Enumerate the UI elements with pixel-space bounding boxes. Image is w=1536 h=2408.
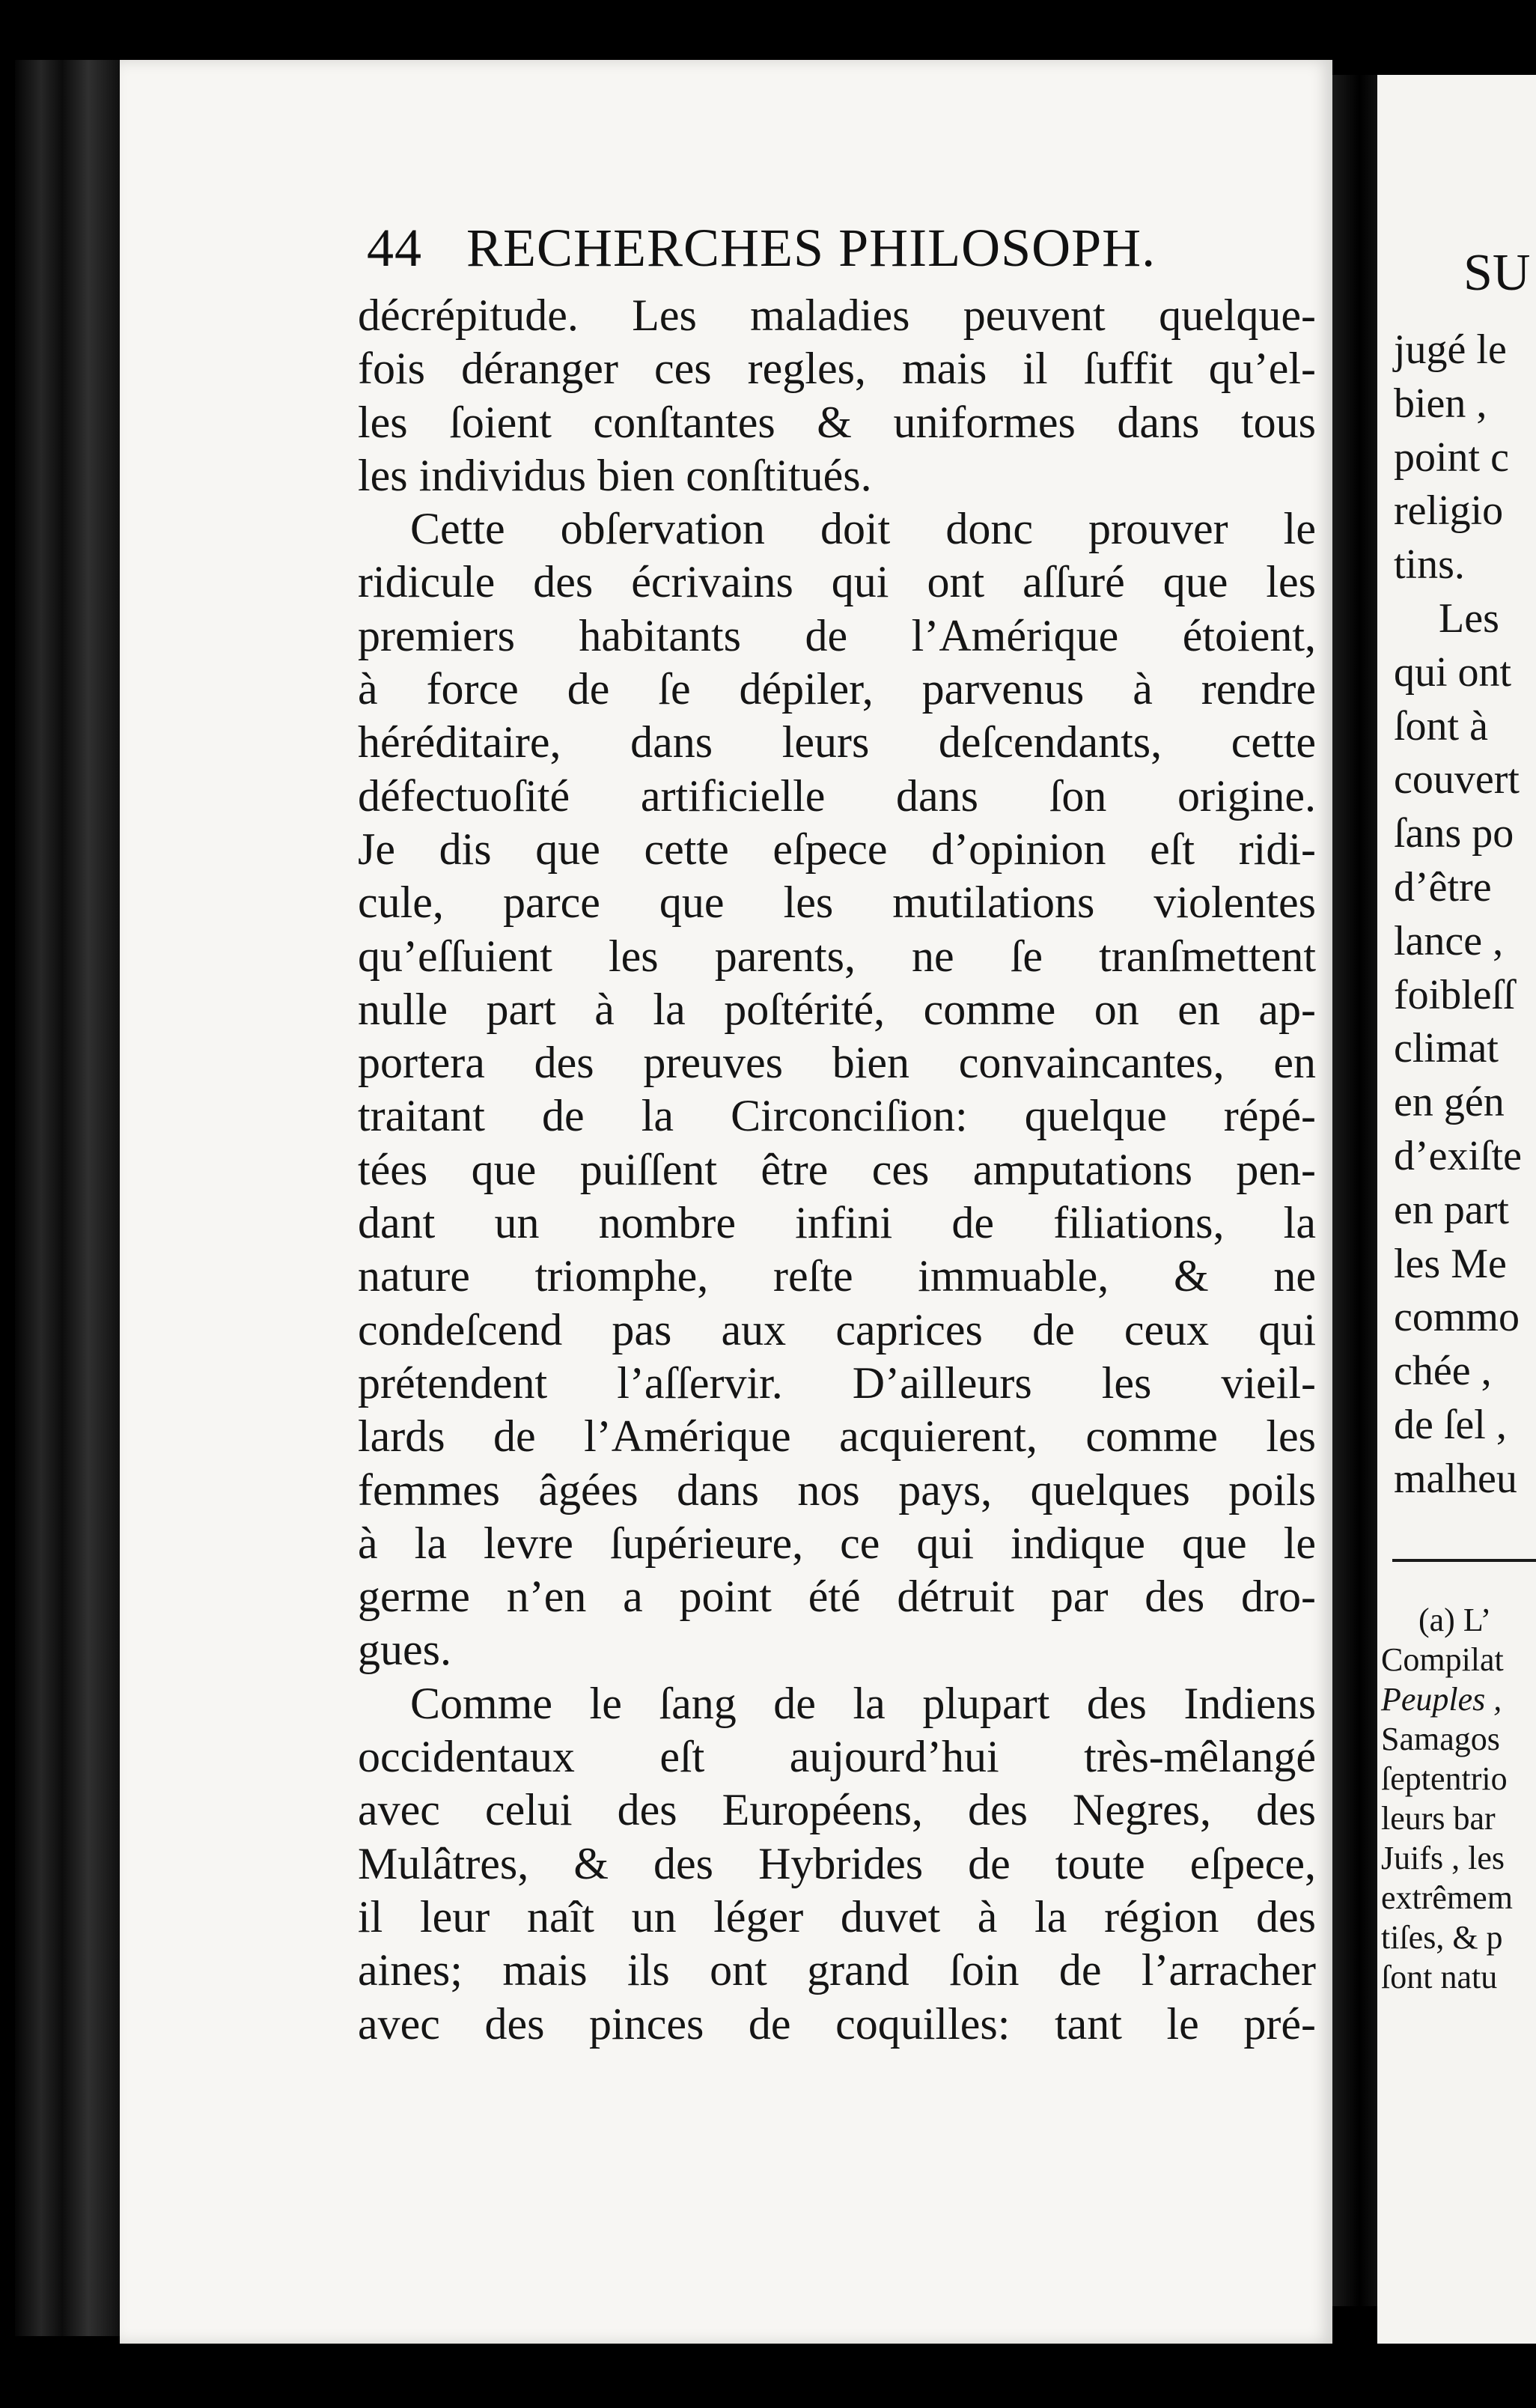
- text-line: Mulâtres, & des Hybrides de toute eſpece,: [358, 1838, 1316, 1888]
- text-line: traitant de la Circonciſion: quelque répé-: [358, 1091, 1316, 1141]
- text-line: religio: [1394, 487, 1504, 535]
- text-line: tées que puiſſent être ces amputations pen-: [358, 1144, 1316, 1194]
- text-line: commo: [1394, 1294, 1520, 1341]
- text-line: qu’eſſuient les parents, ne ſe tranſmettent: [358, 931, 1316, 981]
- text-line: il leur naît un léger duvet à la région des: [358, 1891, 1316, 1942]
- text-line: ſont à: [1394, 702, 1488, 750]
- text-line: germe n’en a point été détruit par des dro-: [358, 1572, 1316, 1622]
- right-running-head: SU: [1463, 244, 1531, 302]
- footnote-line: extrêmem: [1381, 1879, 1513, 1916]
- text-line: les ſoient conſtantes & uniformes dans tous: [358, 397, 1316, 447]
- text-line: nature triomphe, reſte immuable, & ne: [358, 1251, 1316, 1301]
- text-line: d’exiſte: [1394, 1132, 1523, 1179]
- text-line: à force de ſe dépiler, parvenus à rendre: [358, 664, 1316, 714]
- text-line: jugé le: [1394, 326, 1507, 373]
- text-line: Comme le ſang de la plupart des Indiens: [410, 1678, 1316, 1728]
- text-line: les individus bien conſtitués.: [358, 450, 872, 500]
- footnote-line: (a) L’: [1418, 1602, 1492, 1638]
- text-line: aines; mais ils ont grand ſoin de l’arracher: [358, 1945, 1316, 1995]
- text-line: cule, parce que les mutilations violentes: [358, 878, 1316, 928]
- text-line: premiers habitants de l’Amérique étoient,: [358, 610, 1316, 660]
- text-line: point c: [1394, 434, 1509, 481]
- text-line: climat: [1394, 1025, 1499, 1072]
- book-binding-edge: [15, 60, 120, 2336]
- text-line: avec des pinces de coquilles: tant le pré-: [358, 1998, 1316, 2049]
- text-line: décrépitude. Les maladies peuvent quelque-: [358, 291, 1316, 340]
- text-line: lards de l’Amérique acquierent, comme les: [358, 1411, 1316, 1462]
- text-line: fois déranger ces regles, mais il ſuffit qu’el-: [358, 344, 1316, 394]
- text-line: foibleſſ: [1394, 971, 1515, 1018]
- text-line: tins.: [1394, 541, 1465, 589]
- text-line: dant un nombre infini de filiations, la: [358, 1198, 1316, 1248]
- text-line: ridicule des écrivains qui ont aſſuré que les: [358, 557, 1316, 607]
- footnotes: [1381, 1600, 1536, 1997]
- footnote-line: tiſes, & p: [1381, 1919, 1503, 1956]
- text-line: de ſel ,: [1394, 1401, 1507, 1448]
- text-line: ſans po: [1394, 810, 1514, 857]
- text-line: portera des preuves bien convaincantes, en: [358, 1038, 1316, 1088]
- footnote-line: Juifs , les: [1381, 1840, 1505, 1876]
- text-line: à la levre ſupérieure, ce qui indique que le: [358, 1518, 1316, 1568]
- right-body-text: [1394, 323, 1536, 1506]
- footnote-line: Samagos: [1381, 1721, 1500, 1757]
- text-line: Les: [1439, 595, 1499, 642]
- footnote-line: leurs bar: [1381, 1800, 1496, 1837]
- footnote-line: ſeptentrio: [1381, 1760, 1508, 1797]
- text-line: malheu: [1394, 1455, 1517, 1502]
- text-line: lance ,: [1394, 917, 1504, 964]
- text-line: gues.: [358, 1625, 451, 1675]
- text-line: en part: [1394, 1186, 1509, 1233]
- text-line: Cette obſervation doit donc prouver le: [410, 504, 1316, 554]
- text-line: prétendent l’aſſervir. D’ailleurs les vieil-: [358, 1357, 1316, 1408]
- text-line: défectuoſité artificielle dans ſon origine.: [358, 770, 1316, 821]
- text-line: couvert: [1394, 756, 1520, 803]
- text-line: bien ,: [1394, 380, 1487, 427]
- text-line: en gén: [1394, 1079, 1505, 1126]
- text-line: d’être: [1394, 863, 1492, 910]
- footnote-rule: [1392, 1559, 1536, 1562]
- running-head: [367, 217, 1295, 279]
- text-line: qui ont: [1394, 648, 1512, 696]
- text-line: Je dis que cette eſpece d’opinion eſt ridi-: [358, 824, 1316, 874]
- text-line: avec celui des Européens, des Negres, des: [358, 1785, 1316, 1835]
- page-number: 44: [367, 218, 422, 278]
- text-line: les Me: [1394, 1240, 1507, 1287]
- text-line: occidentaux eſt aujourd’hui très-mêlangé: [358, 1732, 1316, 1782]
- footnote-line: Compilat: [1381, 1641, 1504, 1678]
- body-text: [358, 289, 1316, 2051]
- running-head-title: RECHERCHES PHILOSOPH.: [466, 218, 1156, 278]
- text-line: héréditaire, dans leurs deſcendants, cette: [358, 717, 1316, 767]
- page-gutter: [1332, 75, 1377, 2306]
- text-line: femmes âgées dans nos pays, quelques poils: [358, 1465, 1316, 1515]
- text-line: condeſcend pas aux caprices de ceux qui: [358, 1304, 1316, 1354]
- text-line: chée ,: [1394, 1348, 1492, 1395]
- text-line: nulle part à la poſtérité, comme on en ap-: [358, 984, 1316, 1034]
- footnote-line: Peuples ,: [1381, 1681, 1502, 1718]
- footnote-line: ſont natu: [1381, 1959, 1498, 1995]
